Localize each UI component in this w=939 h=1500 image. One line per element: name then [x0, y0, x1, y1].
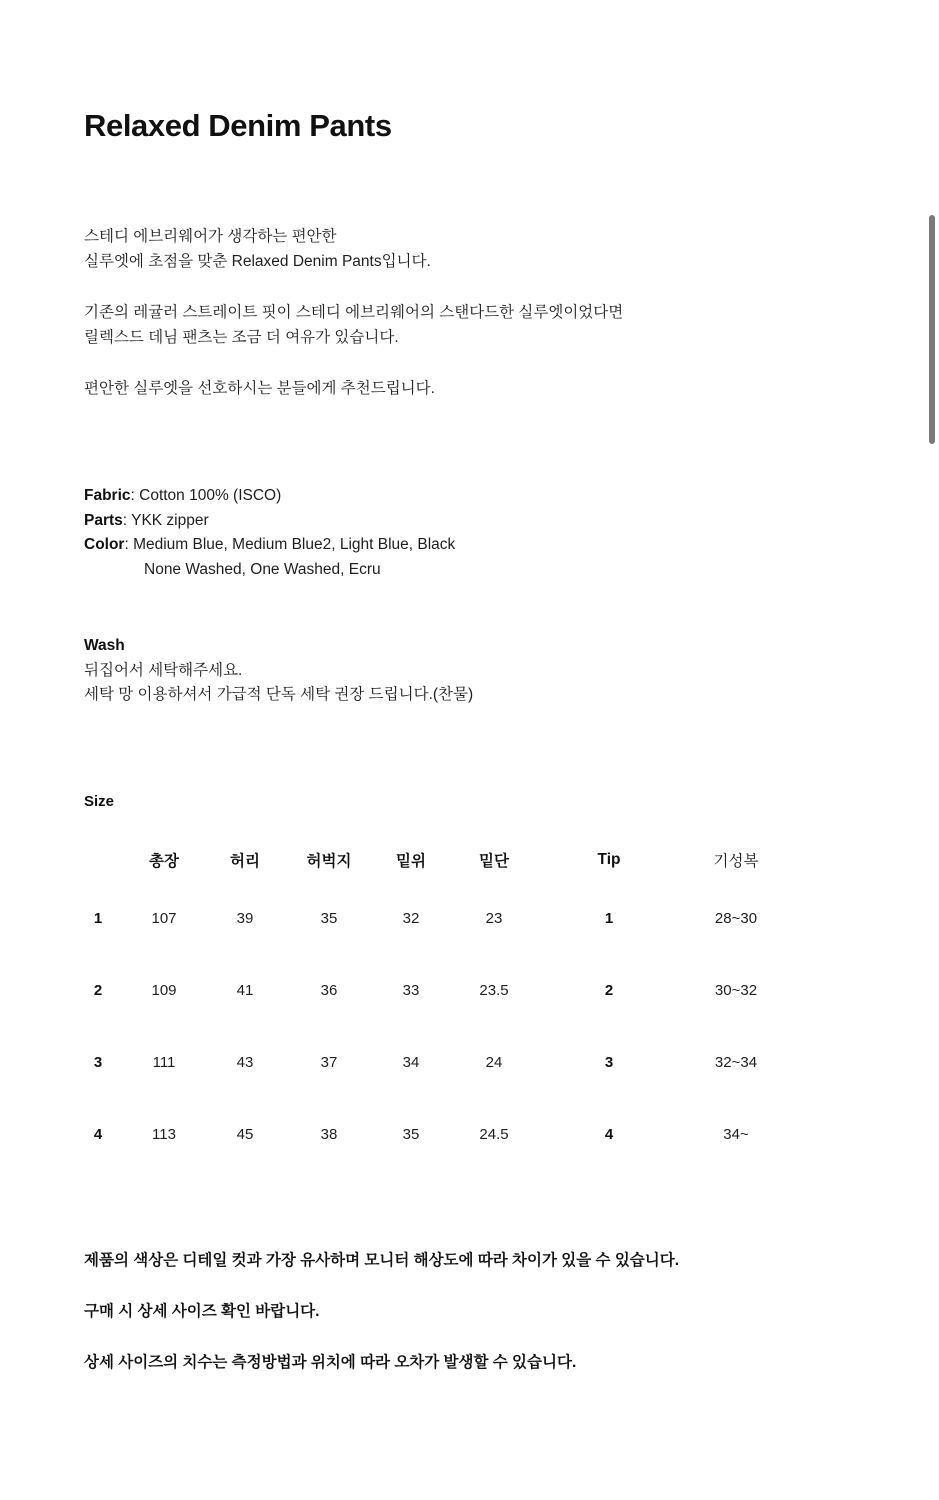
spec-value-parts: : YKK zipper [122, 511, 209, 529]
cell-size: 4 [93, 1125, 103, 1143]
spec-key-fabric: Fabric [84, 487, 131, 504]
description-paragraph-3 [84, 376, 844, 401]
column-header-rise: 밑위 [396, 853, 426, 870]
cell-total-length: 113 [152, 1125, 176, 1143]
specification-block [84, 484, 455, 582]
description-paragraph-1 [84, 224, 844, 274]
cell-tip: 1 [604, 909, 614, 927]
table-row [72, 954, 792, 1026]
notice-measurement-tolerance: 상세 사이즈의 치수는 측정방법과 위치에 따라 오차가 발생할 수 있습니다. [84, 1354, 577, 1371]
spec-row-fabric [84, 484, 455, 509]
column-header-tip: Tip [597, 851, 621, 868]
column-header-size [72, 838, 124, 882]
cell-rise: 35 [402, 1125, 420, 1143]
scrollbar[interactable] [925, 0, 939, 1500]
description-line: 릴렉스드 데님 팬츠는 조금 더 여유가 있습니다. [84, 329, 399, 346]
cell-rise: 32 [402, 909, 420, 927]
cell-thigh: 38 [320, 1125, 338, 1143]
cell-total-length: 109 [151, 981, 177, 999]
cell-ready-made: 30~32 [714, 981, 758, 999]
cell-hem: 24.5 [479, 1125, 509, 1143]
table-row [72, 1026, 792, 1098]
notice-color-disclaimer: 제품의 색상은 디테일 컷과 가장 유사하며 모니터 해상도에 따라 차이가 있을 수 있습니다. [84, 1252, 680, 1269]
cell-total-length: 107 [151, 909, 177, 927]
scrollbar-thumb[interactable] [929, 215, 935, 444]
cell-tip: 4 [604, 1125, 614, 1143]
cell-hem: 24 [485, 1053, 503, 1071]
cell-tip: 3 [604, 1053, 614, 1071]
notice-check-size: 구매 시 상세 사이즈 확인 바랍니다. [84, 1303, 320, 1320]
description-line: 실루엣에 초점을 맞춘 Relaxed Denim Pants입니다. [84, 253, 431, 270]
cell-total-length: 111 [152, 1053, 176, 1071]
wash-line-2: 세탁 망 이용하셔서 가급적 단독 세탁 권장 드립니다.(찬물) [84, 686, 474, 703]
cell-rise: 34 [402, 1053, 420, 1071]
table-header-row [72, 838, 792, 882]
column-header-thigh: 허벅지 [306, 853, 352, 870]
column-header-total-length: 총장 [149, 853, 179, 870]
cell-thigh: 35 [320, 909, 338, 927]
spec-value-fabric: : Cotton 100% (ISCO) [130, 487, 282, 504]
spec-value-color: : Medium Blue, Medium Blue2, Light Blue, Black [124, 536, 456, 553]
description-line: 기존의 레귤러 스트레이트 핏이 스테디 에브리웨어의 스탠다드한 실루엣이었다면 [84, 304, 624, 321]
cell-size: 3 [93, 1053, 103, 1071]
column-header-hem: 밑단 [479, 853, 509, 870]
cell-waist: 39 [236, 909, 254, 927]
spec-key-parts: Parts [84, 511, 123, 529]
column-header-waist: 허리 [230, 853, 260, 870]
size-chart-header [72, 838, 792, 882]
cell-ready-made: 32~34 [714, 1053, 758, 1071]
wash-instructions-block [84, 634, 473, 708]
spec-key-color: Color [84, 536, 125, 553]
cell-hem: 23.5 [479, 981, 509, 999]
wash-line-1: 뒤집어서 세탁해주세요. [84, 661, 243, 679]
cell-hem: 23 [485, 909, 503, 927]
description-line: 편안한 실루엣을 선호하시는 분들에게 추천드립니다. [84, 380, 435, 397]
spec-value-color-line2: None Washed, One Washed, Ecru [144, 560, 381, 578]
size-chart-body [72, 882, 792, 1170]
wash-heading: Wash [84, 637, 125, 654]
spec-row-color-continued [84, 558, 455, 583]
table-row [72, 1098, 792, 1170]
description-line: 스테디 에브리웨어가 생각하는 편안한 [84, 228, 337, 245]
cell-thigh: 37 [320, 1053, 338, 1071]
size-chart-table [72, 838, 792, 1170]
spec-row-parts [84, 509, 455, 534]
cell-ready-made: 34~ [723, 1125, 749, 1143]
size-section-heading: Size [84, 793, 115, 810]
cell-size: 1 [93, 909, 103, 927]
cell-waist: 45 [236, 1125, 254, 1143]
cell-size: 2 [93, 981, 103, 999]
column-header-ready-made: 기성복 [713, 853, 759, 870]
cell-tip: 2 [604, 981, 614, 999]
product-description [84, 224, 844, 401]
page-title: Relaxed Denim Pants [84, 107, 392, 143]
spec-row-color [84, 533, 455, 558]
cell-ready-made: 28~30 [714, 909, 758, 927]
cell-waist: 43 [236, 1053, 254, 1071]
purchase-notices [84, 1249, 864, 1375]
table-row [72, 882, 792, 954]
cell-waist: 41 [236, 981, 254, 999]
cell-rise: 33 [402, 981, 420, 999]
cell-thigh: 36 [320, 981, 338, 999]
description-paragraph-2 [84, 300, 844, 350]
